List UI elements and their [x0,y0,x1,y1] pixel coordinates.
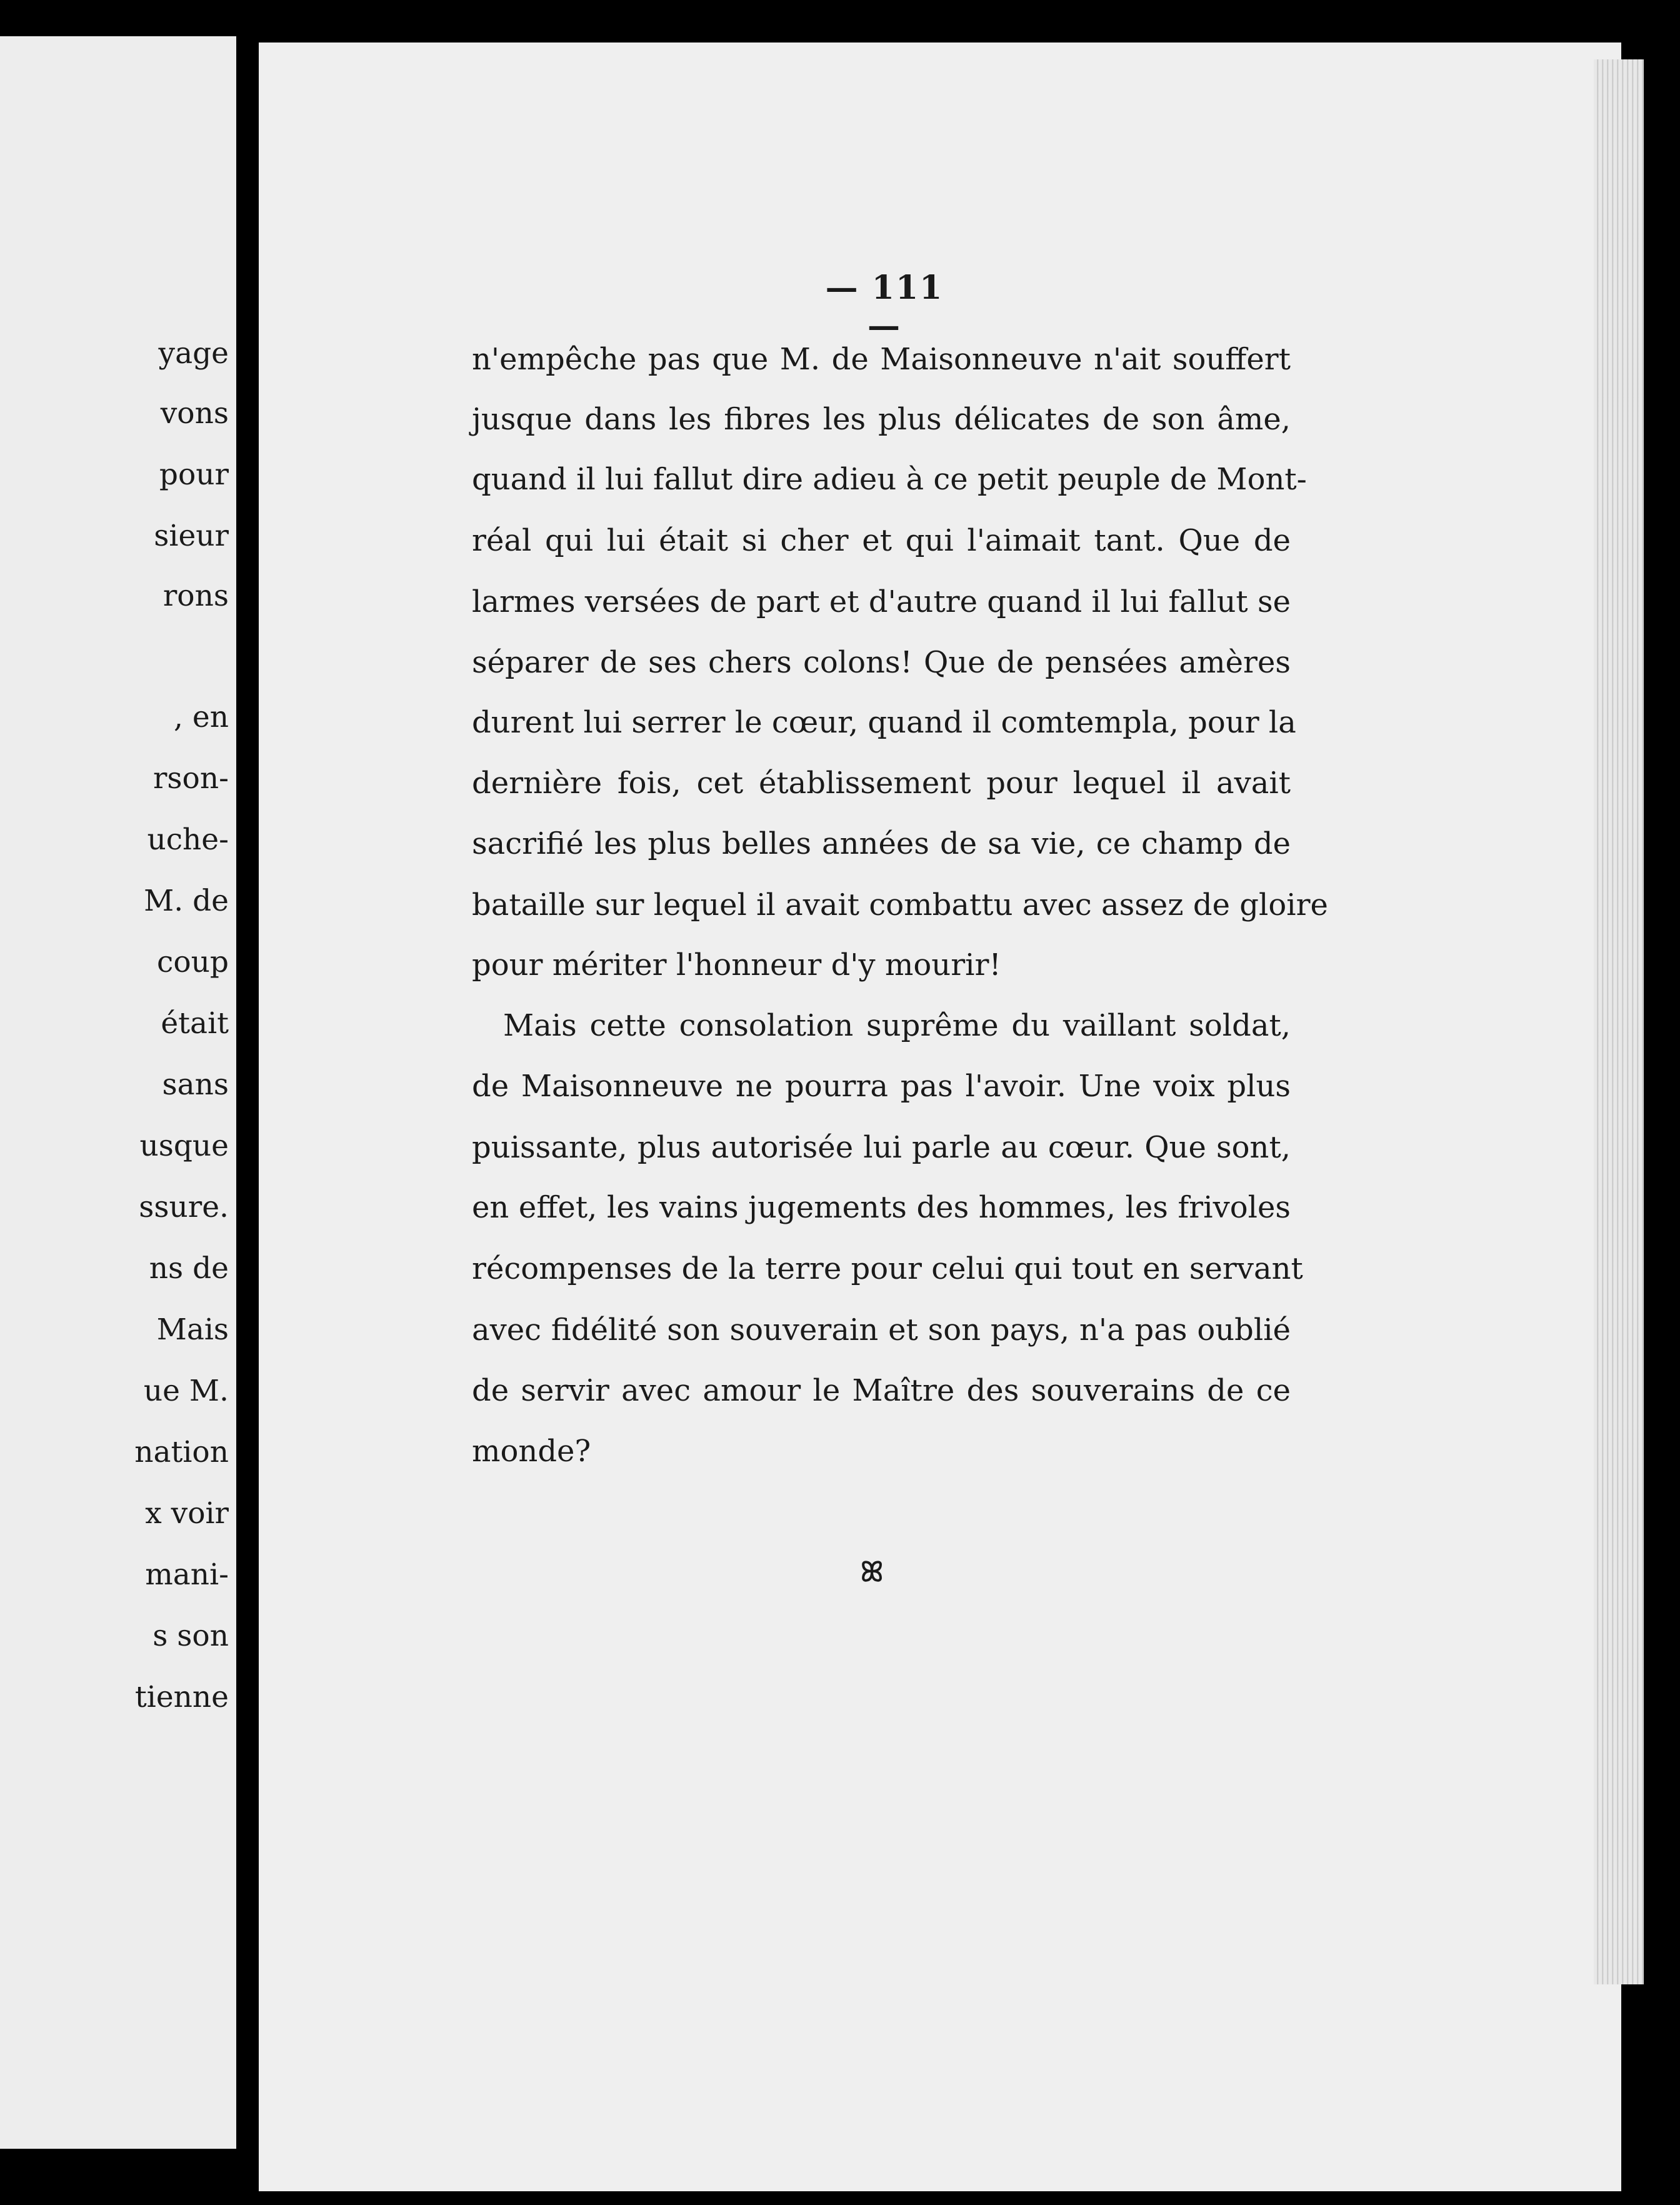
text-line: sacrifié les plus belles années de sa vie, ce champ de [472,826,1291,861]
left-page-line: ns de [149,1251,229,1286]
left-page-line: x voir [145,1496,229,1531]
end-ornament-icon: ꕤ [860,1556,884,1588]
page-number: — 111 — [825,269,944,345]
left-page-line: rons [162,579,229,613]
left-page-line: tienne [134,1680,229,1714]
text-line: récompenses de la terre pour celui qui tout en servant [472,1251,1303,1286]
text-line: quand il lui fallut dire adieu à ce petit peuple de Mont- [472,462,1307,497]
text-line: n'empêche pas que M. de Maisonneuve n'ait souffert [472,342,1291,377]
left-page-line: uche- [147,822,229,857]
left-page-line: yage [158,336,229,371]
text-line: bataille sur lequel il avait combattu avec assez de gloire [472,888,1328,922]
text-line: jusque dans les fibres les plus délicates de son âme, [472,402,1291,437]
text-line: séparer de ses chers colons! Que de pensées amères [472,645,1291,680]
book-gutter [236,0,259,2205]
page-edges [1594,59,1644,1984]
left-page-line: , en [174,700,229,734]
left-page-line: nation [134,1435,229,1469]
left-page-line: vons [160,396,229,431]
left-page-line: M. de [144,884,229,918]
left-page-line: coup [157,945,229,979]
text-line: monde? [472,1434,591,1469]
text-line: durent lui serrer le cœur, quand il comtempla, pour la [472,705,1296,740]
left-page-line: Mais [156,1312,229,1347]
paragraph-first-line: Mais cette consolation suprême du vaillant soldat, [503,1008,1291,1043]
left-page-line: ssure. [139,1190,229,1224]
left-page-line: rson- [152,761,229,796]
text-line: en effet, les vains jugements des hommes, les frivoles [472,1190,1291,1225]
text-line: avec fidélité son souverain et son pays, n'a pas oublié [472,1312,1291,1348]
left-page-line: s son [152,1619,229,1653]
text-line: pour mériter l'honneur d'y mourir! [472,948,1001,982]
left-page-line: sieur [154,519,229,553]
previous-page-fragment [0,36,236,2149]
left-page-line: mani- [145,1558,229,1592]
left-page-line: sans [162,1068,229,1102]
left-page-line: ue M. [143,1374,229,1408]
left-page-line: était [161,1006,229,1041]
left-page-line: pour [159,458,229,492]
text-line: dernière fois, cet établissement pour lequel il avait [472,766,1291,801]
text-line: larmes versées de part et d'autre quand il lui fallut se [472,584,1291,619]
text-line: de Maisonneuve ne pourra pas l'avoir. Une voix plus [472,1069,1291,1104]
text-line: de servir avec amour le Maître des souverains de ce [472,1373,1291,1408]
text-line: réal qui lui était si cher et qui l'aimait tant. Que de [472,523,1291,558]
text-line: puissante, plus autorisée lui parle au cœur. Que sont, [472,1130,1291,1165]
scan-border [0,2191,1680,2205]
left-page-line: usque [139,1129,229,1163]
